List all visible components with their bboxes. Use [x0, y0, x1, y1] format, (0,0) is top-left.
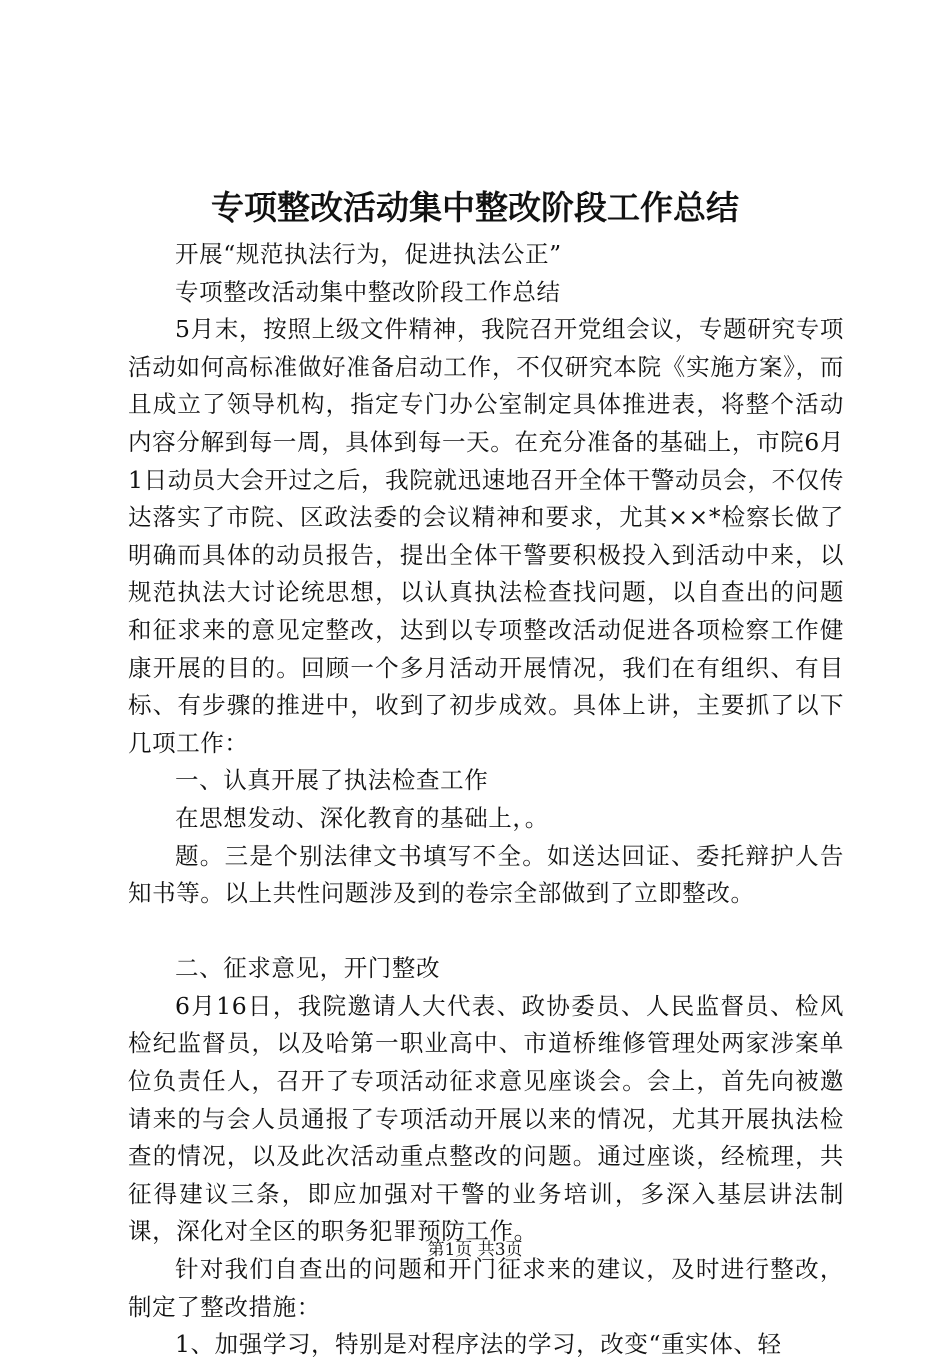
body-paragraph: 1、加强学习，特别是对程序法的学习，改变“重实体、轻	[175, 1330, 782, 1359]
section-heading-2: 二、征求意见，开门整改	[175, 954, 441, 983]
page-footer: 第1页 共3页	[427, 1240, 523, 1260]
body-paragraph: 题。三是个别法律文书填写不全。如送达回证、委托辩护人告知书等。以上共性问题涉及到的卷宗全部做到了立即整改。	[128, 841, 844, 908]
body-paragraph: 针对我们自查出的问题和开门征求来的建议，及时进行整改，制定了整改措施：	[128, 1255, 844, 1321]
subtitle-line-1: 开展“规范执法行为，促进执法公正”	[175, 240, 562, 268]
subtitle-line-2: 专项整改活动集中整改阶段工作总结	[175, 277, 561, 306]
blank-line	[128, 913, 844, 951]
section-heading-1: 一、认真开展了执法检查工作	[175, 766, 489, 795]
body-paragraph: 5月末，按照上级文件精神，我院召开党组会议，专题研究专项活动如何高标准做好准备启动工作，不仅研究本院《实施方案》，而且成立了领导机构，指定专门办公室制定具体推进表，将整个活动内容分解到每一周，具体到每一天。在充分准备的基础上，市院6月1日动员大会开过之后，我院就迅速地召开全体干警动员会，不仅传达落实了市院、区政法委的会议精神和要求，尤其××*检察长做了明确而具体的动员报告，提出全体干警要积极投入到活动中来，以规范执法大讨论统思想，以认真执法检查找问题，以自查出的问题和征求来的意见定整改，达到以专项整改活动促进各项检察工作健康开展的目的。回顾一个多月活动开展情况，我们在有组织、有目标、有步骤的推进中，收到了初步成效。具体上讲，主要抓了以下几项工作：	[128, 315, 844, 757]
body-paragraph: 6月16日，我院邀请人大代表、政协委员、人民监督员、检风检纪监督员，以及哈第一职业高中、市道桥维修管理处两家涉案单位负责任人，召开了专项活动征求意见座谈会。会上，首先向被邀请来的与会人员通报了专项活动开展以来的情况，尤其开展执法检查的情况，以及此次活动重点整改的问题。通过座谈，经梳理，共征得建议三条，即应加强对干警的业务培训，多深入基层讲法制课，深化对全区的职务犯罪预防工作。	[128, 991, 844, 1246]
document-title: 专项整改活动集中整改阶段工作总结	[211, 188, 739, 227]
body-paragraph: 在思想发动、深化教育的基础上，。	[175, 803, 549, 832]
document-body	[128, 236, 844, 1364]
